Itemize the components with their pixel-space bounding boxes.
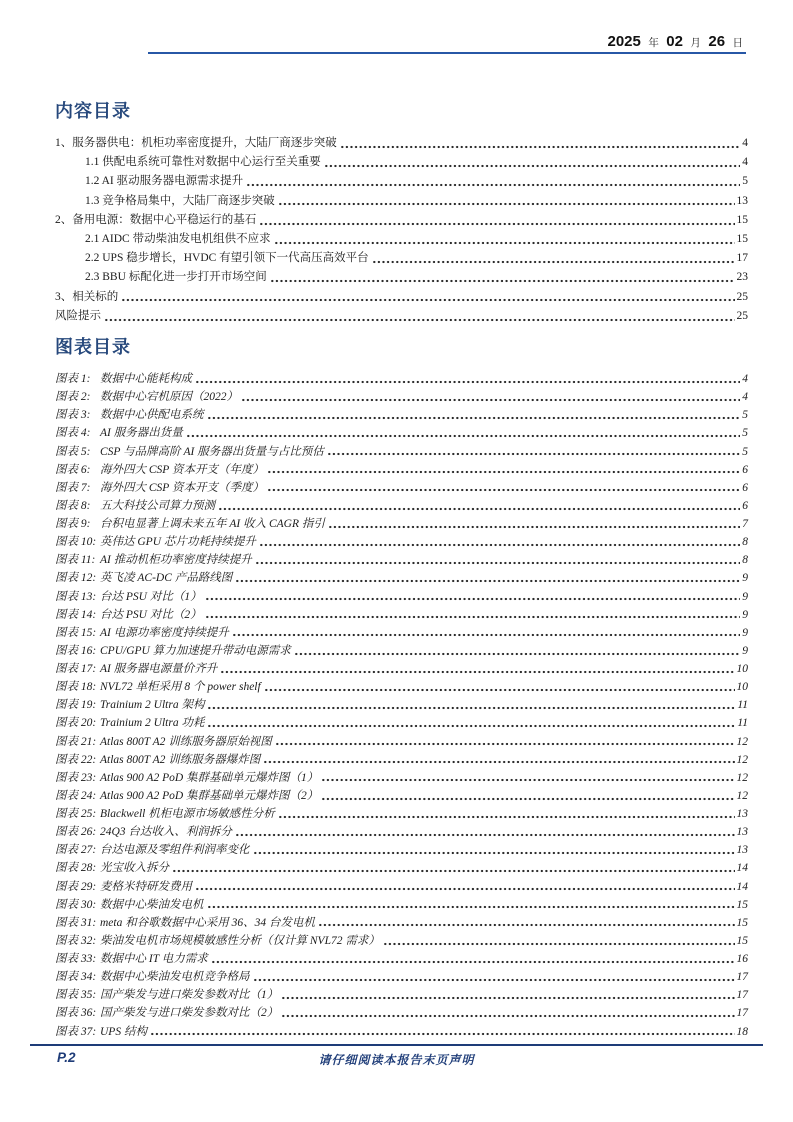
dot-leader [208,905,735,909]
figure-toc-entry-number: 图表 13: [55,590,97,603]
figure-toc-entry[interactable] [55,986,748,1004]
figure-toc-entry-title: 数据中心柴油发电机 [100,898,204,911]
figure-toc-entry[interactable] [55,569,748,587]
figure-toc-entry-title: AI 服务器电源量价齐升 [100,663,218,675]
footer-disclaimer: 请仔细阅读本报告末页声明 [318,1053,475,1067]
figure-toc-entry[interactable] [55,751,748,769]
figure-toc-entry-title: 麦格米特研发费用 [100,880,192,893]
figure-toc-entry-number: 图表 8: [55,499,91,512]
figure-toc-entry-number: 图表 27: [55,844,97,857]
dot-leader [219,507,740,511]
content-toc-entry[interactable] [55,211,748,230]
figure-toc-entry-page: 7 [742,518,748,530]
figure-toc-entry-page: 5 [742,427,748,440]
page-number-label: P.2 [57,1050,76,1065]
figure-toc-entry-title: NVL72 单柜采用 8 个 power shelf [100,681,261,694]
figure-toc-entry-title: Trainium 2 Ultra 功耗 [100,717,205,730]
dot-leader [187,434,741,438]
figure-toc-entry-title: 英伟达 GPU 芯片功耗持续提升 [100,536,256,549]
date-year: 2025 [607,33,641,50]
figure-toc-entry-page: 6 [742,481,748,494]
page-footer [30,1050,763,1070]
dot-leader [260,222,734,226]
content-toc-entry-label: 3、相关标的 [55,290,119,303]
figure-toc-title: 图表目录 [55,337,131,357]
figure-toc-entry-title: Blackwell 机柜电源市场敏感性分析 [100,808,275,820]
figure-toc-entry-number: 图表 28: [55,862,97,875]
figure-toc-entry-title: 海外四大 CSP 资本开支（季度） [100,481,264,494]
figure-toc-entry-number: 图表 37: [55,1025,97,1038]
dot-leader [208,706,735,710]
content-toc-entry-label: 1、服务器供电：机柜功率密度提升，大陆厂商逐步突破 [55,137,337,149]
figure-toc-entry-title: 数据中心 IT 电力需求 [100,953,208,965]
figure-toc-entry-page: 14 [736,880,748,893]
figure-toc-entry[interactable] [55,787,748,805]
figure-toc-entry-title: 数据中心柴油发电机竞争格局 [100,971,250,984]
figure-toc-entry-page: 15 [736,916,748,929]
figure-toc-entry[interactable] [55,914,748,932]
figure-toc-entry-page: 11 [737,699,748,712]
figure-toc-entry-number: 图表 22: [55,753,97,766]
figure-toc-entry-number: 图表 19: [55,699,97,712]
figure-toc-entry-title: 五大科技公司算力预测 [100,499,215,512]
dot-leader [319,923,735,927]
figure-toc-entry-number: 图表 6: [55,463,91,476]
content-toc-entry[interactable] [55,172,748,191]
dot-leader [256,561,741,565]
figure-toc-entry-number: 图表 30: [55,898,97,911]
dot-leader [236,833,735,837]
figure-toc-entry-title: AI 服务器出货量 [100,427,183,440]
footer-divider [30,1044,763,1046]
dot-leader [329,525,740,529]
figure-toc-entry-page: 8 [742,554,748,567]
figure-toc-entry[interactable] [55,968,748,986]
figure-toc-entry[interactable] [55,714,748,732]
figure-toc-entry-page: 9 [742,590,748,603]
dot-leader [322,778,734,782]
figure-toc-entry[interactable] [55,406,748,424]
figure-toc-entry-number: 图表 9: [55,518,91,530]
figure-toc-entry-number: 图表 23: [55,771,97,784]
content-toc-section [55,100,748,326]
content-toc-entry-page: 15 [736,213,748,226]
figure-toc-entry-page: 6 [742,499,748,512]
figure-toc-section [55,336,748,1041]
figure-toc-entry[interactable] [55,370,748,388]
dot-leader [328,452,741,456]
figure-toc-entry-title: 英飞凌 AC-DC 产品路线图 [100,572,233,585]
figure-toc-entry-title: 数据中心能耗构成 [100,373,192,385]
figure-toc-entry-page: 4 [742,391,748,404]
figure-toc-list [55,370,748,1041]
figure-toc-entry-number: 图表 34: [55,971,97,984]
figure-toc-entry-page: 5 [742,409,748,422]
figure-toc-entry-title: Atlas 900 A2 PoD 集群基础单元爆炸图（2） [100,789,319,802]
date-day-label: 日 [732,37,743,49]
figure-toc-entry-page: 9 [742,608,748,621]
content-toc-entry-page: 4 [742,137,748,149]
content-toc-entry-page: 13 [736,194,748,207]
figure-toc-entry-number: 图表 2: [55,391,91,404]
figure-toc-entry[interactable] [55,606,748,624]
figure-toc-entry-number: 图表 21: [55,735,97,748]
figure-toc-entry-page: 12 [736,753,748,766]
figure-toc-entry[interactable] [55,424,748,442]
figure-toc-entry-title: CSP 与品牌高阶 AI 服务器出货量与占比预估 [100,445,324,458]
content-toc-entry-label: 2.2 UPS 稳步增长，HVDC 有望引领下一代高压高效平台 [85,252,369,265]
figure-toc-entry[interactable] [55,950,748,968]
figure-toc-entry-title: 台达电源及零组件利润率变化 [100,844,250,857]
figure-toc-entry[interactable] [55,515,748,533]
figure-toc-entry[interactable] [55,823,748,841]
content-toc-entry-page: 15 [736,233,748,246]
figure-toc-entry[interactable] [55,388,748,406]
dot-leader [282,1014,734,1018]
figure-toc-entry-page: 6 [742,463,748,476]
figure-toc-entry[interactable] [55,642,748,660]
dot-leader [151,1032,735,1036]
figure-toc-entry-page: 13 [736,826,748,839]
content-toc-entry[interactable] [55,230,748,249]
dot-leader [122,298,734,302]
content-toc-entry-page: 5 [742,175,748,188]
dot-leader [322,797,734,801]
figure-toc-entry-page: 10 [736,663,748,675]
figure-toc-entry-title: 海外四大 CSP 资本开支（年度） [100,463,264,476]
dot-leader [212,960,735,964]
dot-leader [173,869,735,873]
figure-toc-entry-number: 图表 4: [55,427,91,440]
content-toc-entry[interactable] [55,268,748,287]
figure-toc-entry-page: 15 [736,934,748,947]
figure-toc-entry-number: 图表 7: [55,481,91,494]
content-toc-entry[interactable] [55,249,748,268]
figure-toc-entry-page: 17 [736,971,748,984]
figure-toc-entry-page: 12 [736,771,748,784]
figure-toc-entry-number: 图表 33: [55,953,97,965]
dot-leader [236,579,740,583]
dot-leader [206,597,741,601]
dot-leader [384,942,735,946]
dot-leader [206,615,741,619]
dot-leader [221,670,734,674]
content-toc-entry[interactable] [55,192,748,211]
figure-toc-entry-page: 17 [736,989,748,1002]
figure-toc-entry-title: 24Q3 台达收入、利润拆分 [100,826,232,839]
figure-toc-entry-number: 图表 29: [55,880,97,893]
figure-toc-entry-number: 图表 25: [55,808,97,820]
dot-leader [341,145,741,149]
content-toc-entry-label: 2、备用电源：数据中心平稳运行的基石 [55,213,257,226]
content-toc-entry-page: 25 [736,309,748,322]
content-toc-entry-label: 2.1 AIDC 带动柴油发电机组供不应求 [85,233,271,246]
figure-toc-entry-page: 10 [736,681,748,694]
figure-toc-entry-page: 9 [742,626,748,639]
figure-toc-entry[interactable] [55,678,748,696]
figure-toc-entry-number: 图表 31: [55,916,97,929]
content-toc-entry[interactable] [55,307,748,326]
content-toc-entry[interactable] [55,153,748,172]
figure-toc-entry-page: 13 [736,808,748,820]
figure-toc-entry-title: Atlas 800T A2 训练服务器爆炸图 [100,753,261,766]
figure-toc-entry[interactable] [55,932,748,950]
dot-leader [276,742,735,746]
figure-toc-entry-title: 数据中心供配电系统 [100,409,204,422]
figure-toc-entry[interactable] [55,696,748,714]
content-toc-entry-label: 1.2 AI 驱动服务器电源需求提升 [85,175,244,188]
dot-leader [325,164,741,168]
header-divider [148,52,746,54]
figure-toc-entry-title: Atlas 800T A2 训练服务器原始视图 [100,735,272,748]
figure-toc-entry-number: 图表 17: [55,663,97,675]
figure-toc-entry[interactable] [55,588,748,606]
dot-leader [254,978,735,982]
figure-toc-entry-title: 国产柴发与进口柴发参数对比（2） [100,1007,279,1020]
dot-leader [254,851,735,855]
figure-toc-entry-page: 4 [742,373,748,385]
figure-toc-entry-number: 图表 10: [55,536,97,549]
figure-toc-entry-title: 台达 PSU 对比（1） [100,590,202,603]
figure-toc-entry[interactable] [55,533,748,551]
content-toc-title: 内容目录 [55,101,131,121]
content-toc-list [55,134,748,326]
figure-toc-entry-title: 数据中心宕机原因（2022） [100,391,238,404]
content-toc-entry-page: 23 [736,271,748,284]
figure-toc-entry-number: 图表 36: [55,1007,97,1020]
figure-toc-entry[interactable] [55,461,748,479]
figure-toc-entry-page: 14 [736,862,748,875]
figure-toc-entry-title: CPU/GPU 算力加速提升带动电源需求 [100,644,291,657]
figure-toc-entry-title: 柴油发电机市场规模敏感性分析（仅计算 NVL72 需求） [100,934,380,947]
dot-leader [196,887,735,891]
figure-toc-entry-title: 光宝收入拆分 [100,862,169,875]
content-toc-entry-page: 4 [742,156,748,169]
figure-toc-entry[interactable] [55,733,748,751]
figure-toc-entry-title: meta 和谷歌数据中心采用 36、34 台发电机 [100,916,315,929]
content-toc-entry-page: 17 [736,252,748,265]
figure-toc-entry-title: UPS 结构 [100,1025,147,1038]
figure-toc-entry-page: 11 [737,717,748,730]
report-date [607,33,746,51]
dot-leader [268,470,740,474]
figure-toc-entry-page: 9 [742,572,748,585]
figure-toc-entry-number: 图表 11: [55,554,96,567]
dot-leader [247,183,740,187]
date-year-label: 年 [648,37,659,49]
figure-toc-entry-title: AI 推动机柜功率密度持续提升 [100,554,252,567]
dot-leader [242,398,740,402]
figure-toc-entry-number: 图表 26: [55,826,97,839]
figure-toc-entry[interactable] [55,479,748,497]
figure-toc-entry-page: 12 [736,735,748,748]
figure-toc-entry-number: 图表 5: [55,445,91,458]
date-month-label: 月 [690,37,701,49]
figure-toc-entry-number: 图表 20: [55,717,97,730]
figure-toc-entry[interactable] [55,841,748,859]
dot-leader [208,724,735,728]
figure-toc-entry-page: 16 [736,953,748,965]
figure-toc-entry[interactable] [55,805,748,823]
figure-toc-entry-page: 8 [742,536,748,549]
figure-toc-entry[interactable] [55,769,748,787]
figure-toc-entry-page: 9 [742,644,748,657]
dot-leader [373,260,735,264]
dot-leader [275,241,735,245]
dot-leader [264,760,734,764]
figure-toc-entry-number: 图表 15: [55,626,97,639]
figure-toc-entry-number: 图表 14: [55,608,97,621]
figure-toc-entry-number: 图表 35: [55,989,97,1002]
figure-toc-entry-title: 国产柴发与进口柴发参数对比（1） [100,989,279,1002]
figure-toc-entry-title: Trainium 2 Ultra 架构 [100,699,205,712]
dot-leader [268,488,740,492]
dot-leader [295,652,741,656]
figure-toc-entry-number: 图表 18: [55,681,97,694]
figure-toc-entry[interactable] [55,1023,748,1041]
date-month: 02 [666,33,683,50]
figure-toc-entry[interactable] [55,878,748,896]
dot-leader [282,996,734,1000]
dot-leader [279,815,735,819]
content-toc-entry[interactable] [55,134,748,153]
figure-toc-entry-number: 图表 16: [55,644,97,657]
date-day: 26 [708,33,726,50]
figure-toc-entry[interactable] [55,443,748,461]
content-toc-entry[interactable] [55,288,748,307]
figure-toc-entry-title: AI 电源功率密度持续提升 [100,626,229,639]
content-toc-entry-label: 2.3 BBU 标配化进一步打开市场空间 [85,271,267,284]
dot-leader [196,380,740,384]
dot-leader [279,202,735,206]
figure-toc-entry-page: 15 [736,898,748,911]
figure-toc-entry-page: 5 [742,445,748,458]
figure-toc-entry-page: 12 [736,789,748,802]
figure-toc-entry-number: 图表 32: [55,934,97,947]
figure-toc-entry[interactable] [55,660,748,678]
figure-toc-entry[interactable] [55,1004,748,1022]
figure-toc-entry-page: 17 [736,1007,748,1020]
figure-toc-entry-page: 18 [736,1025,748,1038]
figure-toc-entry[interactable] [55,624,748,642]
figure-toc-entry-number: 图表 12: [55,572,97,585]
content-toc-entry-label: 1.1 供配电系统可靠性对数据中心运行至关重要 [85,156,321,169]
figure-toc-entry-title: 台积电显著上调未来五年 AI 收入 CAGR 指引 [100,518,325,530]
dot-leader [271,279,735,283]
dot-leader [105,318,735,322]
figure-toc-entry-number: 图表 1: [55,373,91,385]
content-toc-entry-label: 风险提示 [55,309,101,322]
figure-toc-entry-page: 13 [736,844,748,857]
figure-toc-entry[interactable] [55,497,748,515]
content-toc-entry-label: 1.3 竞争格局集中，大陆厂商逐步突破 [85,194,275,207]
dot-leader [265,688,735,692]
figure-toc-entry[interactable] [55,551,748,569]
figure-toc-entry-number: 图表 24: [55,789,97,802]
dot-leader [233,633,741,637]
figure-toc-entry-title: Atlas 900 A2 PoD 集群基础单元爆炸图（1） [100,771,319,784]
figure-toc-entry-number: 图表 3: [55,409,91,422]
dot-leader [208,416,741,420]
dot-leader [260,543,740,547]
content-toc-entry-page: 25 [736,290,748,303]
figure-toc-entry[interactable] [55,859,748,877]
figure-toc-entry[interactable] [55,896,748,914]
figure-toc-entry-title: 台达 PSU 对比（2） [100,608,202,621]
